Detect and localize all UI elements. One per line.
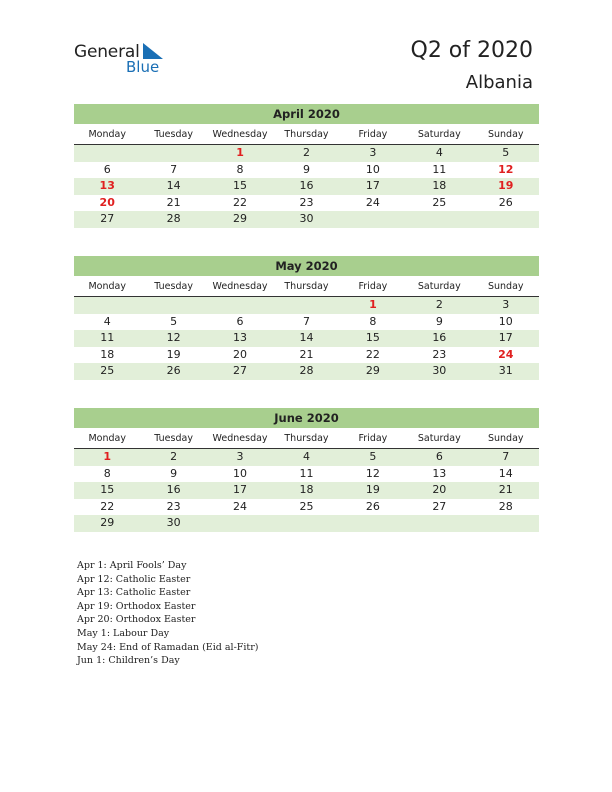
day-cell: 7 — [502, 450, 510, 463]
day-cell: 5 — [502, 146, 510, 159]
week-grid — [74, 449, 539, 532]
day-cell: 12 — [365, 466, 380, 480]
day-cell: 13 — [233, 331, 248, 344]
day-cell: 21 — [166, 195, 181, 209]
day-cell: 10 — [498, 314, 513, 328]
week-row — [74, 162, 539, 179]
brand-logo — [74, 42, 174, 78]
holiday-note: Jun 1: Children’s Day — [77, 655, 180, 667]
day-cell: 30 — [432, 364, 447, 377]
holiday-day-cell: 19 — [498, 179, 514, 192]
weekday-label: Tuesday — [154, 433, 193, 444]
day-cell — [74, 297, 140, 314]
day-cell: 9 — [435, 314, 443, 328]
day-cell — [340, 211, 406, 228]
day-cell: 6 — [103, 162, 111, 176]
day-cell: 5 — [170, 314, 178, 328]
day-cell: 30 — [299, 212, 314, 225]
day-cell: 21 — [299, 347, 314, 361]
day-cell — [406, 515, 472, 532]
day-cell: 14 — [498, 466, 513, 480]
day-cell: 25 — [299, 499, 314, 513]
day-cell: 16 — [166, 483, 181, 496]
holiday-day-cell: 20 — [99, 195, 115, 209]
day-cell: 30 — [166, 516, 181, 529]
day-cell: 25 — [432, 195, 447, 209]
day-cell — [140, 145, 206, 162]
day-cell: 26 — [365, 499, 380, 513]
weekday-label: Monday — [88, 129, 126, 140]
day-cell — [207, 515, 273, 532]
day-cell: 3 — [369, 146, 377, 159]
day-cell: 11 — [432, 162, 447, 176]
day-cell — [140, 297, 206, 314]
day-cell: 26 — [498, 195, 513, 209]
weekday-label: Friday — [358, 281, 388, 292]
day-cell: 7 — [170, 162, 178, 176]
day-cell: 16 — [432, 331, 447, 344]
day-cell: 21 — [498, 483, 513, 496]
weekday-label: Monday — [88, 281, 126, 292]
day-cell: 27 — [100, 212, 115, 225]
day-cell — [473, 211, 539, 228]
weekday-label: Saturday — [417, 129, 461, 140]
day-cell: 3 — [236, 450, 244, 463]
holiday-day-cell: 1 — [103, 450, 112, 463]
day-cell — [406, 211, 472, 228]
day-cell: 4 — [435, 146, 443, 159]
day-cell: 7 — [302, 314, 310, 328]
day-cell: 29 — [100, 516, 115, 529]
day-cell: 17 — [365, 179, 380, 192]
brand-word-blue: Blue — [126, 58, 160, 76]
day-cell: 29 — [233, 212, 248, 225]
day-cell: 2 — [435, 298, 443, 311]
day-cell — [473, 515, 539, 532]
day-cell: 8 — [369, 314, 377, 328]
day-cell: 29 — [365, 364, 380, 377]
day-cell — [340, 515, 406, 532]
brand-word-general: General — [74, 42, 140, 62]
day-cell: 20 — [432, 483, 447, 496]
week-row — [74, 499, 539, 516]
weekday-label: Friday — [358, 433, 388, 444]
day-cell — [74, 145, 140, 162]
holiday-note: Apr 19: Orthodox Easter — [77, 600, 196, 612]
weekday-header-row — [74, 279, 539, 297]
day-cell: 17 — [233, 483, 248, 496]
weekday-label: Saturday — [417, 433, 461, 444]
week-row — [74, 211, 539, 228]
day-cell — [273, 297, 339, 314]
holiday-note: Apr 20: Orthodox Easter — [77, 614, 196, 626]
holiday-note: May 1: Labour Day — [77, 627, 170, 639]
day-cell: 24 — [365, 195, 380, 209]
month-june — [74, 408, 539, 532]
day-cell — [207, 297, 273, 314]
week-grid — [74, 145, 539, 228]
day-cell: 16 — [299, 179, 314, 192]
week-row — [74, 449, 539, 466]
day-cell: 4 — [302, 450, 310, 463]
day-cell: 6 — [435, 450, 443, 463]
weekday-label: Wednesday — [212, 433, 268, 444]
day-cell: 23 — [299, 195, 314, 209]
country-name: Albania — [465, 72, 533, 93]
day-cell: 6 — [236, 314, 244, 328]
day-cell: 8 — [103, 466, 111, 480]
week-row — [74, 515, 539, 532]
weekday-header-row — [74, 431, 539, 449]
day-cell: 23 — [432, 347, 447, 361]
day-cell: 10 — [365, 162, 380, 176]
weekday-label: Sunday — [487, 129, 524, 140]
weekday-label: Wednesday — [212, 129, 268, 140]
day-cell: 18 — [432, 179, 447, 192]
week-row — [74, 297, 539, 314]
holiday-note: Apr 1: April Fools’ Day — [77, 560, 187, 571]
week-row — [74, 347, 539, 364]
holiday-note: Apr 12: Catholic Easter — [77, 573, 191, 585]
day-cell: 9 — [302, 162, 310, 176]
weekday-label: Friday — [358, 129, 388, 140]
month-title: June 2020 — [74, 408, 539, 428]
holiday-day-cell: 13 — [99, 179, 115, 192]
day-cell: 22 — [365, 347, 380, 361]
day-cell: 3 — [502, 298, 510, 311]
week-row — [74, 466, 539, 483]
day-cell: 2 — [170, 450, 178, 463]
weekday-label: Tuesday — [154, 129, 193, 140]
week-row — [74, 314, 539, 331]
day-cell: 8 — [236, 162, 244, 176]
month-title: May 2020 — [74, 256, 539, 276]
day-cell: 15 — [233, 179, 248, 192]
week-row — [74, 330, 539, 347]
weekday-label: Thursday — [284, 433, 329, 444]
month-april — [74, 104, 539, 228]
day-cell: 19 — [365, 483, 380, 496]
day-cell: 18 — [299, 483, 314, 496]
week-row — [74, 363, 539, 380]
day-cell: 31 — [498, 364, 513, 377]
day-cell: 14 — [299, 331, 314, 344]
holiday-day-cell: 1 — [369, 298, 377, 311]
day-cell: 27 — [432, 499, 447, 513]
day-cell: 9 — [170, 466, 178, 480]
day-cell: 5 — [369, 450, 377, 463]
day-cell: 28 — [498, 499, 513, 513]
holiday-notes — [77, 559, 258, 668]
day-cell: 26 — [166, 364, 181, 377]
day-cell: 22 — [233, 195, 248, 209]
day-cell — [273, 515, 339, 532]
day-cell: 19 — [166, 347, 181, 361]
weekday-label: Tuesday — [154, 281, 193, 292]
month-may — [74, 256, 539, 380]
holiday-note: Apr 13: Catholic Easter — [77, 587, 191, 599]
day-cell: 28 — [166, 212, 181, 225]
day-cell: 22 — [100, 499, 115, 513]
day-cell: 4 — [103, 314, 111, 328]
day-cell: 11 — [299, 466, 314, 480]
weekday-label: Sunday — [487, 281, 524, 292]
week-row — [74, 195, 539, 212]
day-cell: 15 — [365, 331, 380, 344]
day-cell: 2 — [302, 146, 310, 159]
week-row — [74, 178, 539, 195]
day-cell: 24 — [233, 499, 248, 513]
holiday-day-cell: 24 — [498, 347, 514, 361]
weekday-label: Monday — [88, 433, 126, 444]
day-cell: 17 — [498, 331, 513, 344]
holiday-day-cell: 12 — [498, 162, 514, 176]
weekday-label: Thursday — [284, 281, 329, 292]
month-title: April 2020 — [74, 104, 539, 124]
day-cell: 25 — [100, 364, 115, 377]
day-cell: 18 — [100, 347, 115, 361]
page-title: Q2 of 2020 — [410, 38, 533, 63]
day-cell: 23 — [166, 499, 181, 513]
day-cell: 11 — [100, 331, 115, 344]
weekday-label: Sunday — [487, 433, 524, 444]
day-cell: 13 — [432, 466, 447, 480]
day-cell: 20 — [233, 347, 248, 361]
day-cell: 27 — [233, 364, 248, 377]
week-row — [74, 482, 539, 499]
day-cell: 10 — [233, 466, 248, 480]
week-row — [74, 145, 539, 162]
weekday-label: Wednesday — [212, 281, 268, 292]
weekday-label: Thursday — [284, 129, 329, 140]
weekday-label: Saturday — [417, 281, 461, 292]
day-cell: 12 — [166, 331, 181, 344]
day-cell: 15 — [100, 483, 115, 496]
holiday-note: May 24: End of Ramadan (Eid al-Fitr) — [77, 641, 259, 653]
week-grid — [74, 297, 539, 380]
weekday-header-row — [74, 127, 539, 145]
holiday-day-cell: 1 — [236, 146, 244, 159]
day-cell: 28 — [299, 364, 314, 377]
day-cell: 14 — [166, 179, 181, 192]
